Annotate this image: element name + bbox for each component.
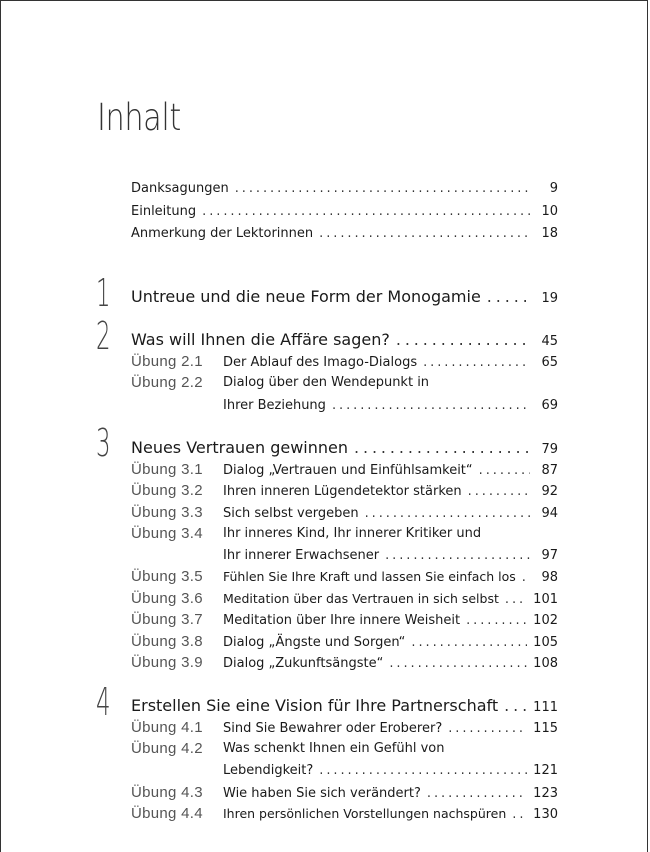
exercise-title: Der Ablauf des Imago-Dialogs: [223, 355, 418, 370]
exercise-continuation: [223, 547, 558, 565]
exercise-page: 123: [533, 786, 558, 801]
exercise-page: 108: [533, 656, 558, 671]
chapter-number: 1: [96, 271, 111, 315]
chapter-number: 2: [96, 314, 111, 358]
chapter-title: Was will Ihnen die Affäre sagen?: [131, 330, 390, 349]
exercise-label: Übung 4.3: [131, 784, 203, 801]
chapter-page: 19: [541, 291, 558, 306]
exercise-page: 115: [533, 721, 558, 736]
leader-dots: [504, 696, 527, 716]
exercise-label: Übung 2.1: [131, 353, 203, 370]
chapter-entry: [131, 330, 558, 352]
exercise-label: Übung 3.4: [131, 525, 203, 542]
leader-dots: [479, 462, 530, 480]
exercise-page: 65: [541, 355, 558, 370]
leader-dots: [427, 785, 527, 803]
exercise-label: Übung 3.2: [131, 482, 203, 499]
exercise-page: 94: [541, 506, 558, 521]
leader-dots: [468, 483, 530, 501]
leader-dots: [332, 397, 530, 415]
exercise-label: Übung 3.5: [131, 568, 203, 585]
exercise-entry: [131, 374, 429, 392]
exercise-label: Übung 3.1: [131, 461, 203, 478]
chapter-page: 45: [541, 334, 558, 349]
exercise-title: Dialog „Zukunftsängste“: [223, 656, 384, 671]
exercise-entry: [131, 568, 558, 587]
exercise-title: Wie haben Sie sich verändert?: [223, 786, 421, 801]
leader-dots: [423, 354, 530, 372]
chapter-entry: [131, 696, 558, 718]
leader-dots: [448, 720, 527, 738]
chapter-number: 3: [96, 421, 111, 465]
exercise-title: Sind Sie Bewahrer oder Eroberer?: [223, 721, 443, 736]
exercise-page: 121: [533, 763, 558, 778]
chapter-title: Erstellen Sie eine Vision für Ihre Partnerschaft: [131, 696, 499, 715]
leader-dots: [396, 330, 530, 350]
exercise-label: Übung 3.7: [131, 611, 203, 628]
leader-dots: [466, 612, 527, 630]
exercise-entry: [131, 654, 558, 673]
exercise-entry: [131, 482, 558, 501]
exercise-page: 105: [533, 635, 558, 650]
chapter-title: Untreue und die neue Form der Monogamie: [131, 287, 481, 306]
exercise-label: Übung 4.4: [131, 805, 203, 822]
exercise-entry: [131, 805, 558, 824]
exercise-title-cont: Ihr innerer Erwachsener: [223, 548, 380, 563]
leader-dots: [389, 655, 527, 673]
leader-dots: [202, 203, 530, 221]
exercise-title: Dialog „Vertrauen und Einfühlsamkeit“: [223, 463, 473, 478]
exercise-title: Meditation über das Vertrauen in sich selbst: [223, 591, 499, 606]
exercise-title: Fühlen Sie Ihre Kraft und lassen Sie einfach los: [223, 569, 516, 584]
chapter-entry: [131, 287, 558, 309]
leader-dots: [319, 225, 530, 243]
exercise-label: Übung 3.3: [131, 504, 203, 521]
exercise-title: Dialog „Ängste und Sorgen“: [223, 635, 406, 650]
exercise-title: Ihren persönlichen Vorstellungen nachspüren: [223, 806, 507, 821]
exercise-label: Übung 3.8: [131, 633, 203, 650]
exercise-title-cont: Ihrer Beziehung: [223, 398, 326, 413]
page-title: Inhalt: [97, 96, 181, 139]
exercise-label: Übung 2.2: [131, 374, 203, 391]
leader-dots: [365, 505, 530, 523]
exercise-label: Übung 3.6: [131, 590, 203, 607]
exercise-entry: [131, 740, 444, 758]
exercise-entry: [131, 461, 558, 480]
exercise-label: Übung 4.2: [131, 740, 203, 757]
chapter-page: 79: [541, 442, 558, 457]
toc-entry: [131, 225, 558, 243]
exercise-page: 69: [541, 398, 558, 413]
exercise-entry: [131, 784, 558, 803]
toc-entry: [131, 203, 558, 221]
exercise-page: 97: [541, 548, 558, 563]
exercise-label: Übung 3.9: [131, 654, 203, 671]
exercise-page: 102: [533, 613, 558, 628]
exercise-title: Dialog über den Wendepunkt in: [223, 375, 430, 390]
entry-page: 10: [541, 204, 558, 219]
exercise-page: 101: [533, 592, 558, 607]
exercise-title: Ihren inneren Lügendetektor stärken: [223, 484, 462, 499]
exercise-entry: [131, 353, 558, 372]
leader-dots: [354, 438, 530, 458]
exercise-continuation: [223, 762, 558, 780]
chapter-number: 4: [96, 680, 111, 724]
entry-page: 9: [549, 181, 558, 196]
chapter-title: Neues Vertrauen gewinnen: [131, 438, 349, 457]
exercise-entry: [131, 633, 558, 652]
exercise-entry: [131, 590, 558, 609]
exercise-label: Übung 4.1: [131, 719, 203, 736]
exercise-page: 98: [541, 570, 558, 585]
chapter-entry: [131, 438, 558, 460]
exercise-title: Meditation über Ihre innere Weisheit: [223, 613, 461, 628]
entry-page: 18: [541, 226, 558, 241]
leader-dots: [235, 180, 530, 198]
exercise-page: 87: [541, 463, 558, 478]
entry-label: Anmerkung der Lektorinnen: [131, 226, 314, 241]
chapter-page: 111: [533, 700, 558, 715]
entry-label: Danksagungen: [131, 181, 229, 196]
exercise-title: Was schenkt Ihnen ein Gefühl von: [223, 741, 445, 756]
exercise-continuation: [223, 397, 558, 415]
exercise-entry: [131, 504, 558, 523]
leader-dots: [411, 634, 527, 652]
leader-dots: [505, 591, 527, 609]
leader-dots: [512, 806, 527, 824]
leader-dots: [522, 569, 530, 587]
exercise-title: Ihr inneres Kind, Ihr innerer Kritiker und: [223, 526, 482, 541]
exercise-entry: [131, 525, 481, 543]
leader-dots: [319, 762, 527, 780]
exercise-page: 130: [533, 807, 558, 822]
leader-dots: [385, 547, 530, 565]
exercise-entry: [131, 719, 558, 738]
toc-entry: [131, 180, 558, 198]
leader-dots: [487, 287, 530, 307]
entry-label: Einleitung: [131, 204, 197, 219]
exercise-page: 92: [541, 484, 558, 499]
exercise-title-cont: Lebendigkeit?: [223, 763, 314, 778]
exercise-title: Sich selbst vergeben: [223, 506, 359, 521]
exercise-entry: [131, 611, 558, 630]
